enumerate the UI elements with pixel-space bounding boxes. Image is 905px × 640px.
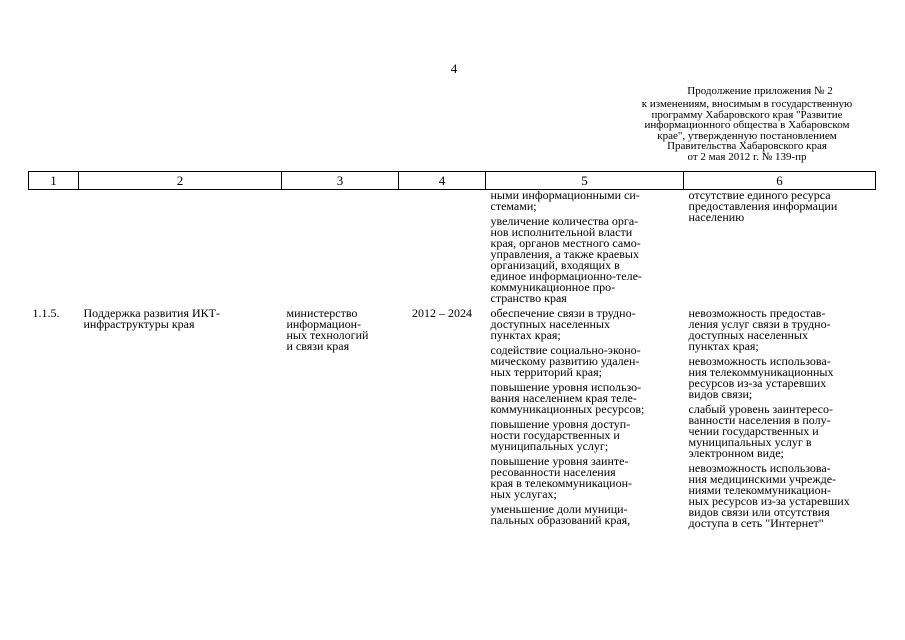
appendix-line: программу Хабаровского края "Развитие bbox=[651, 108, 843, 121]
measure-name: Поддержка развития ИКТ- инфраструктуры края bbox=[83, 306, 220, 331]
appendix-line: Правительства Хабаровского края bbox=[667, 140, 827, 152]
expected-results-cell bbox=[486, 190, 684, 309]
consequence-item: невозможность предостав- ления услуг связи в трудно- доступных населенных пунктах края; bbox=[688, 306, 831, 353]
column-header: 1 bbox=[29, 172, 79, 190]
column-header: 5 bbox=[486, 172, 684, 190]
page-number: 4 bbox=[450, 61, 458, 76]
table-cell bbox=[79, 190, 282, 309]
column-header: 3 bbox=[282, 172, 399, 190]
appendix-line: информационного общества в Хабаровском bbox=[644, 119, 850, 131]
result-item: содействие социально-эконо- мическому развитию удален- ных территорий края; bbox=[490, 343, 641, 379]
appendix-text bbox=[618, 99, 876, 162]
column-header: 4 bbox=[399, 172, 486, 190]
row-number: 1.1.5. bbox=[32, 306, 60, 320]
appendix-line: к изменениям, вносимым в государственную bbox=[641, 98, 853, 110]
program-table bbox=[28, 171, 876, 529]
result-item: увеличение количества орга- нов исполнительной власти края, органов местного само- управления, а также краевых организаций, входящих в единое информационно-теле- коммуникационное про- странство края bbox=[490, 214, 642, 305]
column-header: 2 bbox=[79, 172, 282, 190]
table-cell bbox=[399, 190, 486, 309]
appendix-title: Продолжение приложения № 2 bbox=[687, 85, 833, 97]
result-item: уменьшение доли муници- пальных образований края, bbox=[490, 502, 631, 527]
result-item: ными информационными си- стемами; bbox=[490, 188, 640, 213]
consequence-item: невозможность использова- ния медицинскими учрежде- ниями телекоммуникацион- ных ресурсов из-за устаревших видов связи или отсутствия доступа в сеть "Интернет" bbox=[688, 461, 850, 530]
table-cell bbox=[29, 190, 79, 309]
result-item: повышение уровня доступ- ности государственных и муниципальных услуг; bbox=[490, 417, 631, 453]
table-row bbox=[29, 308, 876, 529]
result-item: повышение уровня использо- вания населением края теле- коммуникационных ресурсов; bbox=[490, 380, 645, 416]
appendix-line: от 2 мая 2012 г. № 139-пр bbox=[687, 150, 807, 163]
table-cell bbox=[282, 190, 399, 309]
table-header-row bbox=[29, 172, 876, 190]
table-row-continuation bbox=[29, 190, 876, 309]
implementation-period: 2012 – 2024 bbox=[412, 306, 472, 320]
consequences-cell bbox=[684, 190, 876, 309]
consequence-item: отсутствие единого ресурса предоставления информации населению bbox=[688, 188, 838, 224]
result-item: повышение уровня заинте- ресованности населения края в телекоммуникацион- ных услугах; bbox=[490, 454, 632, 501]
result-item: обеспечение связи в трудно- доступных населенных пунктах края; bbox=[490, 306, 636, 342]
consequence-item: слабый уровень заинтересо- ванности населения в полу- чении государственных и муниципальных услуг в электронном виде; bbox=[688, 402, 833, 460]
consequence-item: невозможность использова- ния телекоммуникационных ресурсов из-за устаревших видов связи; bbox=[688, 354, 834, 401]
column-header: 6 bbox=[684, 172, 876, 190]
appendix-line: крае", утвержденную постановлением bbox=[657, 129, 837, 142]
executor-name: министерство информацион- ных технологий и связи края bbox=[286, 306, 369, 353]
expected-results-cell bbox=[486, 308, 684, 529]
consequences-cell bbox=[684, 308, 876, 529]
